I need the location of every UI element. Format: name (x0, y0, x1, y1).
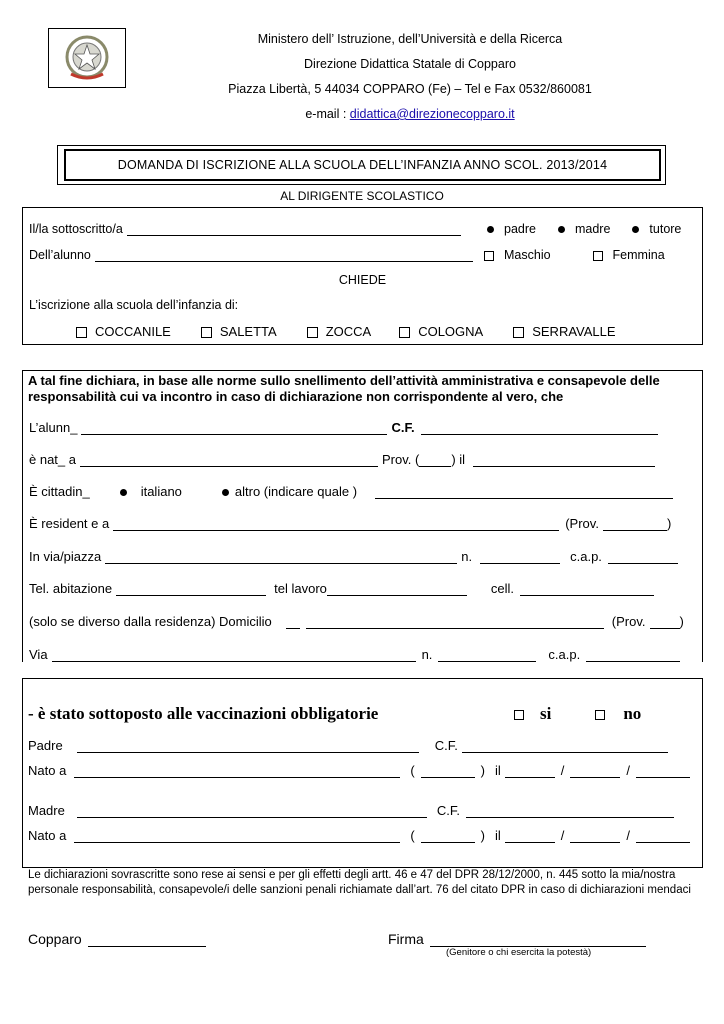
gender-maschio[interactable]: Maschio (484, 248, 551, 262)
domicile-label: (solo se diverso dalla residenza) Domicilio (29, 614, 272, 629)
school-coccanile[interactable]: COCCANILE (76, 324, 171, 339)
bullet-icon (222, 489, 229, 496)
ministry-name: Ministero dell’ Istruzione, dell’Università e della Ricerca (257, 32, 563, 46)
checkbox-icon (513, 327, 524, 338)
checkbox-icon (76, 327, 87, 338)
mother-born-label: Nato a (28, 828, 67, 843)
street-label: In via/piazza (29, 549, 102, 564)
father-day-field[interactable] (505, 777, 555, 778)
birth-row (29, 452, 655, 467)
bullet-icon (558, 226, 565, 233)
address-line: Piazza Libertà, 5 44034 COPPARO (Fe) – Tel e Fax 0532/860081 (228, 82, 592, 96)
father-name-field[interactable] (77, 752, 419, 753)
domicile-street-row (29, 647, 680, 662)
slash: / (560, 828, 565, 843)
school-zocca[interactable]: ZOCCA (307, 324, 372, 339)
domicile-prov-field[interactable] (650, 628, 680, 629)
number-label-2: n. (421, 647, 433, 662)
pupil-cf-field[interactable] (421, 434, 658, 435)
role-options (487, 222, 681, 236)
father-row (28, 738, 668, 753)
mother-prov-field[interactable] (421, 842, 475, 843)
work-phone-label: tel lavoro (274, 581, 327, 596)
declaration-text: A tal fine dichiara, in base alle norme sullo snellimento dell’attività amministrativa e consapevole delle responsabilità cui va incontro in caso di dichiarazione non corrispondente al vero, che (28, 373, 660, 404)
republic-emblem-logo (48, 28, 126, 88)
domicile-row (29, 614, 684, 629)
paren-close-label-2: ) (679, 614, 684, 629)
slash: / (560, 763, 565, 778)
slash: / (626, 763, 631, 778)
checkbox-icon (595, 710, 605, 720)
vaccination-label: - è stato sottoposto alle vaccinazioni obbligatorie (28, 704, 379, 723)
work-phone-field[interactable] (327, 595, 467, 596)
pupil-label-2: L’alunn_ (29, 420, 78, 435)
born-label: è nat_ a (29, 452, 76, 467)
vaccination-no[interactable]: no (595, 704, 641, 724)
residence-prov-field[interactable] (603, 530, 667, 531)
father-month-field[interactable] (570, 777, 620, 778)
slash: / (626, 828, 631, 843)
school-options (76, 324, 616, 339)
checkbox-icon (514, 710, 524, 720)
requests-heading: CHIEDE (338, 273, 387, 287)
father-cf-label: C.F. (434, 738, 458, 753)
citizenship-italian[interactable]: italiano (120, 484, 182, 499)
father-year-field[interactable] (636, 777, 690, 778)
pupil-cf-row (29, 420, 658, 435)
home-phone-label: Tel. abitazione (29, 581, 113, 596)
residence-field[interactable] (113, 530, 559, 531)
mother-day-field[interactable] (505, 842, 555, 843)
checkbox-icon (307, 327, 318, 338)
undersigned-label: Il/la sottoscritto/a (29, 222, 123, 236)
undersigned-name-field[interactable] (127, 235, 461, 236)
email-link[interactable]: didattica@direzionecopparo.it (349, 107, 515, 121)
recipient-label: AL DIRIGENTE SCOLASTICO (280, 189, 444, 203)
cf-label: C.F. (391, 420, 415, 435)
mother-cf-label: C.F. (436, 803, 460, 818)
date-field[interactable] (88, 946, 206, 947)
pupil-row (29, 248, 473, 262)
domicile-field[interactable] (306, 628, 604, 629)
citizen-label: È cittadin_ (29, 484, 90, 499)
phone-row (29, 581, 654, 596)
email-label: e-mail : (305, 107, 350, 121)
birthdate-field[interactable] (473, 466, 655, 467)
school-serravalle[interactable]: SERRAVALLE (513, 324, 615, 339)
street-number-field[interactable] (480, 563, 560, 564)
mother-birth-row (28, 828, 690, 843)
street-field[interactable] (105, 563, 457, 564)
mother-label: Madre (28, 803, 65, 818)
father-birth-row (28, 763, 690, 778)
email-line (130, 107, 690, 121)
on-label: il (495, 828, 501, 843)
bullet-icon (120, 489, 127, 496)
vaccination-options (514, 704, 641, 724)
citizenship-other[interactable]: altro (indicare quale ) (222, 484, 357, 499)
paren-open: ( (410, 828, 415, 843)
bullet-icon (632, 226, 639, 233)
mother-cf-field[interactable] (466, 817, 674, 818)
father-prov-field[interactable] (421, 777, 475, 778)
domicile-prov-label: (Prov. (611, 614, 646, 629)
mother-name-field[interactable] (77, 817, 427, 818)
citizenship-row (29, 484, 673, 499)
role-tutore[interactable]: tutore (632, 222, 681, 236)
emblem-icon (57, 32, 117, 84)
vaccination-yes[interactable]: si (514, 704, 551, 724)
checkbox-icon (201, 327, 212, 338)
form-title: DOMANDA DI ISCRIZIONE ALLA SCUOLA DELL’INFANZIA ANNO SCOL. 2013/2014 (64, 149, 661, 181)
gender-options (484, 248, 665, 262)
vaccination-row (28, 704, 378, 724)
birth-prov-field[interactable] (419, 466, 451, 467)
via-label: Via (29, 647, 48, 662)
paren-close-label: ) (666, 516, 672, 531)
signature-note: (Genitore o chi esercita la potestà) (446, 947, 592, 958)
cap-label: c.a.p. (570, 549, 602, 564)
domicile-street-field[interactable] (52, 661, 416, 662)
pupil-label: Dell’alunno (29, 248, 91, 262)
checkbox-icon (399, 327, 410, 338)
mobile-label: cell. (490, 581, 514, 596)
prov-close-label: ) il (451, 452, 466, 467)
domicile-number-field[interactable] (438, 661, 536, 662)
place-row (28, 931, 206, 947)
mother-year-field[interactable] (636, 842, 690, 843)
on-label: il (495, 763, 501, 778)
father-birthplace-field[interactable] (74, 777, 400, 778)
school-cologna[interactable]: COLOGNA (399, 324, 483, 339)
signature-row (388, 931, 646, 947)
mother-month-field[interactable] (570, 842, 620, 843)
signature-label: Firma (388, 931, 424, 947)
checkbox-icon (484, 251, 494, 261)
domicile-prefix-field[interactable] (286, 628, 300, 629)
mobile-field[interactable] (520, 595, 654, 596)
domicile-cap-field[interactable] (586, 661, 680, 662)
school-saletta[interactable]: SALETTA (201, 324, 277, 339)
role-madre[interactable]: madre (558, 222, 610, 236)
pupil-name-field[interactable] (95, 261, 473, 262)
paren-close: ) (480, 828, 485, 843)
directorate-name: Direzione Didattica Statale di Copparo (304, 57, 516, 71)
gender-femmina[interactable]: Femmina (593, 248, 665, 262)
father-label: Padre (28, 738, 63, 753)
prov-label: Prov. ( (382, 452, 420, 467)
residence-row (29, 516, 671, 531)
birthplace-field[interactable] (80, 466, 378, 467)
mother-row (28, 803, 674, 818)
bullet-icon (487, 226, 494, 233)
checkbox-icon (593, 251, 603, 261)
number-label: n. (461, 549, 473, 564)
other-citizenship-field[interactable] (375, 498, 673, 499)
prov-open-label: (Prov. (565, 516, 599, 531)
resident-label: È resident e a (29, 516, 110, 531)
enrolment-label: L’iscrizione alla scuola dell’infanzia di: (29, 298, 239, 312)
street-row (29, 549, 678, 564)
role-padre[interactable]: padre (487, 222, 536, 236)
father-born-label: Nato a (28, 763, 67, 778)
legal-disclaimer: Le dichiarazioni sovrascritte sono rese ai sensi e per gli effetti degli artt. 46 e 47 del DPR 28/12/2000, n. 445 sotto la mia/nostra personale responsabilità, consapevole/i delle sanzioni penali richiamate dall’art. 76 del citato DPR in caso di dichiarazioni mendaci (28, 869, 691, 896)
undersigned-row (29, 222, 461, 236)
mother-birthplace-field[interactable] (74, 842, 400, 843)
paren-close: ) (480, 763, 485, 778)
father-cf-field[interactable] (462, 752, 668, 753)
home-phone-field[interactable] (116, 595, 266, 596)
place-label: Copparo (28, 931, 82, 947)
cap-field[interactable] (608, 563, 678, 564)
cap-label-2: c.a.p. (548, 647, 581, 662)
pupil-name-field-2[interactable] (81, 434, 387, 435)
paren-open: ( (410, 763, 415, 778)
